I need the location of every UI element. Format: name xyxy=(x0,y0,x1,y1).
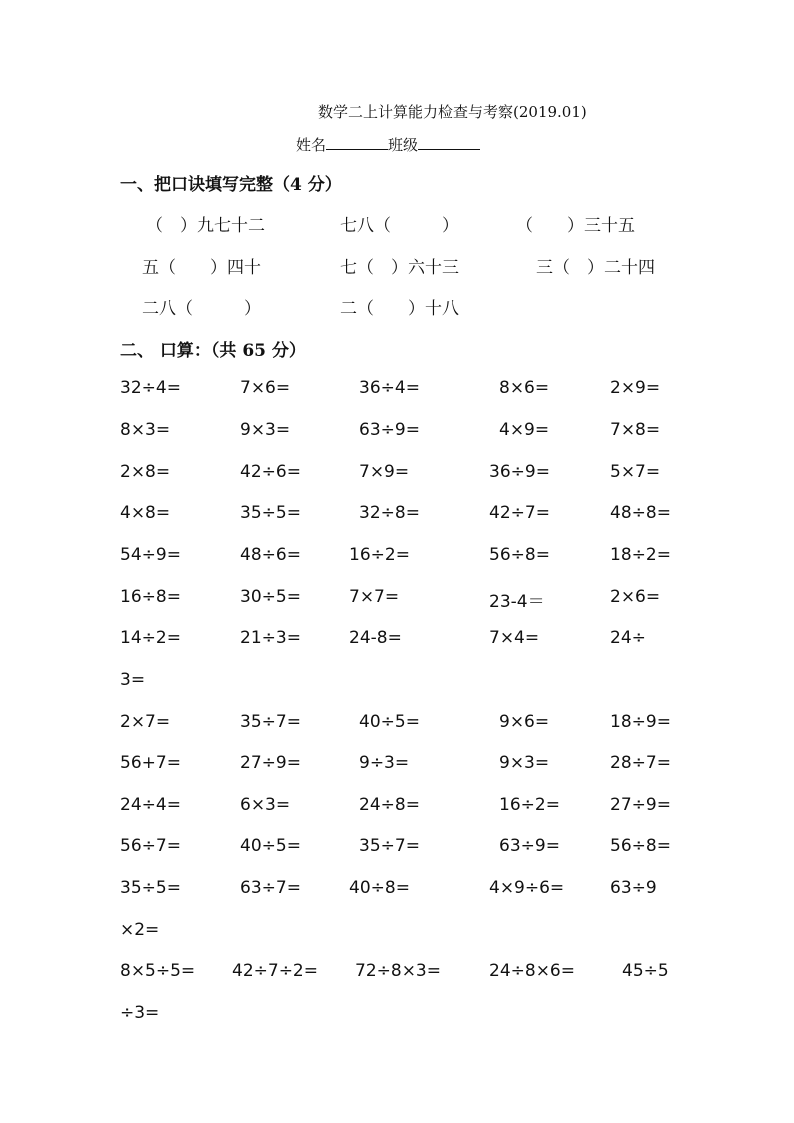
problem: 40÷5= xyxy=(359,712,420,732)
problem: 63÷9 xyxy=(610,878,657,898)
problem: 48÷8= xyxy=(610,503,671,523)
problem: 24÷8= xyxy=(359,795,420,815)
problem: 16÷8= xyxy=(120,587,181,607)
problem-wrap: ×2= xyxy=(120,920,160,940)
section2-heading: 二、 口算：（共 65 分） xyxy=(120,341,306,361)
problem: 18÷2= xyxy=(610,545,671,565)
problem: 9×3= xyxy=(499,753,550,773)
problem: 24÷ xyxy=(610,628,646,648)
problem: 2×6= xyxy=(610,587,661,607)
problem: 7×9= xyxy=(359,462,410,482)
problem: 42÷7= xyxy=(489,503,550,523)
problem: 7×6= xyxy=(240,378,291,398)
class-blank[interactable] xyxy=(418,135,480,150)
problem: 36÷4= xyxy=(359,378,420,398)
problem-wrap: ÷3= xyxy=(120,1003,160,1023)
problem: 24÷8×6= xyxy=(489,961,575,981)
problem: 4×9= xyxy=(499,420,550,440)
problem: 35÷5= xyxy=(240,503,301,523)
problem: 35÷5= xyxy=(120,878,181,898)
class-label: 班级 xyxy=(388,136,419,154)
name-blank[interactable] xyxy=(326,135,388,150)
section1-heading: 一、把口诀填写完整（4 分） xyxy=(120,175,342,195)
problem: 23-4＝ xyxy=(489,592,545,612)
verse-item: 七八（ ） xyxy=(340,216,459,236)
problem: 9×6= xyxy=(499,712,550,732)
problem: 18÷9= xyxy=(610,712,671,732)
problem: 27÷9= xyxy=(610,795,671,815)
problem: 16÷2= xyxy=(349,545,410,565)
problem: 21÷3= xyxy=(240,628,301,648)
problem: 7×8= xyxy=(610,420,661,440)
problem: 63÷7= xyxy=(240,878,301,898)
problem: 63÷9= xyxy=(499,836,560,856)
problem: 5×7= xyxy=(610,462,661,482)
problem: 24-8= xyxy=(349,628,402,648)
verse-item: 二（ ）十八 xyxy=(340,299,459,319)
problem: 42÷6= xyxy=(240,462,301,482)
problem: 36÷9= xyxy=(489,462,550,482)
problem: 48÷6= xyxy=(240,545,301,565)
problem: 4×9÷6= xyxy=(489,878,565,898)
problem: 32÷4= xyxy=(120,378,181,398)
problem: 16÷2= xyxy=(499,795,560,815)
problem: 24÷4= xyxy=(120,795,181,815)
verse-item: 二八（ ） xyxy=(142,299,261,319)
problem: 6×3= xyxy=(240,795,291,815)
verse-item: 七（ ）六十三 xyxy=(340,258,459,278)
verse-item: （ ）九七十二 xyxy=(146,216,265,236)
problem: 56÷8= xyxy=(610,836,671,856)
problem: 28÷7= xyxy=(610,753,671,773)
problem: 54÷9= xyxy=(120,545,181,565)
problem: 40÷5= xyxy=(240,836,301,856)
problem: 27÷9= xyxy=(240,753,301,773)
name-label: 姓名 xyxy=(296,136,327,154)
problem: 4×8= xyxy=(120,503,171,523)
student-info xyxy=(296,134,480,155)
problem: 30÷5= xyxy=(240,587,301,607)
verse-item: 三（ ）二十四 xyxy=(536,258,655,278)
problem: 56+7= xyxy=(120,753,181,773)
problem: 56÷7= xyxy=(120,836,181,856)
problem: 72÷8×3= xyxy=(355,961,441,981)
problem: 8×6= xyxy=(499,378,550,398)
problem: 63÷9= xyxy=(359,420,420,440)
problem: 8×5÷5= xyxy=(120,961,196,981)
problem: 2×8= xyxy=(120,462,171,482)
problem: 56÷8= xyxy=(489,545,550,565)
problem: 40÷8= xyxy=(349,878,410,898)
verse-item: 五（ ）四十 xyxy=(142,258,261,278)
problem: 14÷2= xyxy=(120,628,181,648)
problem: 32÷8= xyxy=(359,503,420,523)
problem: 35÷7= xyxy=(240,712,301,732)
problem: 45÷5 xyxy=(622,961,669,981)
problem: 9×3= xyxy=(240,420,291,440)
problem-wrap: 3= xyxy=(120,670,146,690)
verse-item: （ ）三十五 xyxy=(516,216,635,236)
page-title: 数学二上计算能力检查与考察(2019.01) xyxy=(318,103,587,121)
problem: 35÷7= xyxy=(359,836,420,856)
problem: 2×7= xyxy=(120,712,171,732)
problem: 42÷7÷2= xyxy=(232,961,318,981)
problem: 7×7= xyxy=(349,587,400,607)
problem: 7×4= xyxy=(489,628,540,648)
problem: 8×3= xyxy=(120,420,171,440)
problem: 2×9= xyxy=(610,378,661,398)
problem: 9÷3= xyxy=(359,753,410,773)
